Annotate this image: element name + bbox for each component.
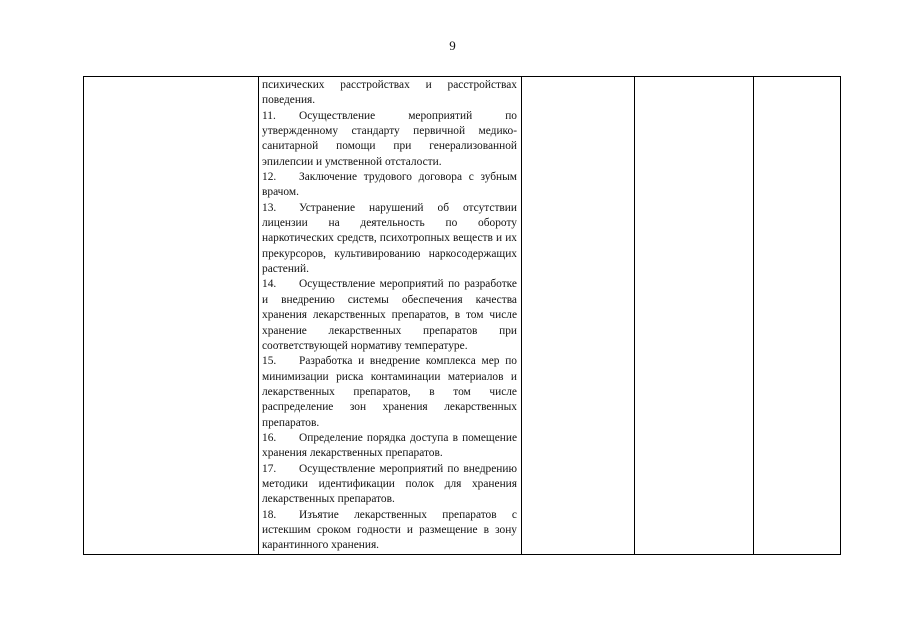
list-item (262, 354, 517, 431)
list-item (262, 508, 517, 554)
list-item (262, 170, 517, 201)
item-number: 12. (262, 171, 277, 184)
item-text: Осуществление мероприятий по утвержденному стандарту первичной медико-санитарной помощи при генерализованной эпилепсии и умственной отсталости. (262, 109, 517, 168)
item-number: 16. (262, 431, 277, 444)
table-cell-empty-3 (522, 77, 635, 555)
measures-table (83, 76, 841, 555)
list-item (262, 431, 517, 462)
list-item (262, 109, 517, 170)
item-list (262, 109, 517, 554)
item-text: Изъятие лекарственных препаратов с истекшим сроком годности и размещение в зону карантинного хранения. (262, 508, 517, 552)
list-item (262, 277, 517, 354)
page-number: 9 (449, 38, 456, 53)
table-cell-empty-5 (754, 77, 841, 555)
list-item (262, 462, 517, 508)
item-text: Осуществление мероприятий по внедрению методики идентификации полок для хранения лекарственных препаратов. (262, 462, 517, 506)
item-text: Заключение трудового договора с зубным врачом. (262, 171, 517, 199)
measures-list (259, 77, 521, 554)
item-number: 13. (262, 201, 277, 214)
item-number: 17. (262, 462, 277, 475)
item-text: Разработка и внедрение комплекса мер по минимизации риска контаминации материалов и лекарственных препаратов, в том числе распределение зон хранения лекарственных препаратов. (262, 355, 517, 429)
item-number: 14. (262, 278, 277, 291)
table-row (84, 77, 841, 555)
table-cell-measures (259, 77, 522, 555)
item-text: Определение порядка доступа в помещение хранения лекарственных препаратов. (262, 431, 517, 460)
table-cell-empty-4 (635, 77, 754, 555)
list-item (262, 201, 517, 278)
item-number: 15. (262, 355, 277, 368)
intro-text: психических расстройствах и расстройствах поведения. (262, 79, 517, 107)
item-number: 18. (262, 508, 277, 521)
item-text: Устранение нарушений об отсутствии лицензии на деятельность по обороту наркотических средств, психотропных веществ и их прекурсоров, культивированию наркосодержащих растений. (262, 201, 517, 276)
item-number: 11. (262, 109, 276, 122)
table-cell-empty-1 (84, 77, 259, 555)
item-text: Осуществление мероприятий по разработке и внедрению системы обеспечения качества хранения лекарственных препаратов, в том числе хранение лекарственных препаратов при соответствующей нормативу температуре. (262, 278, 517, 352)
